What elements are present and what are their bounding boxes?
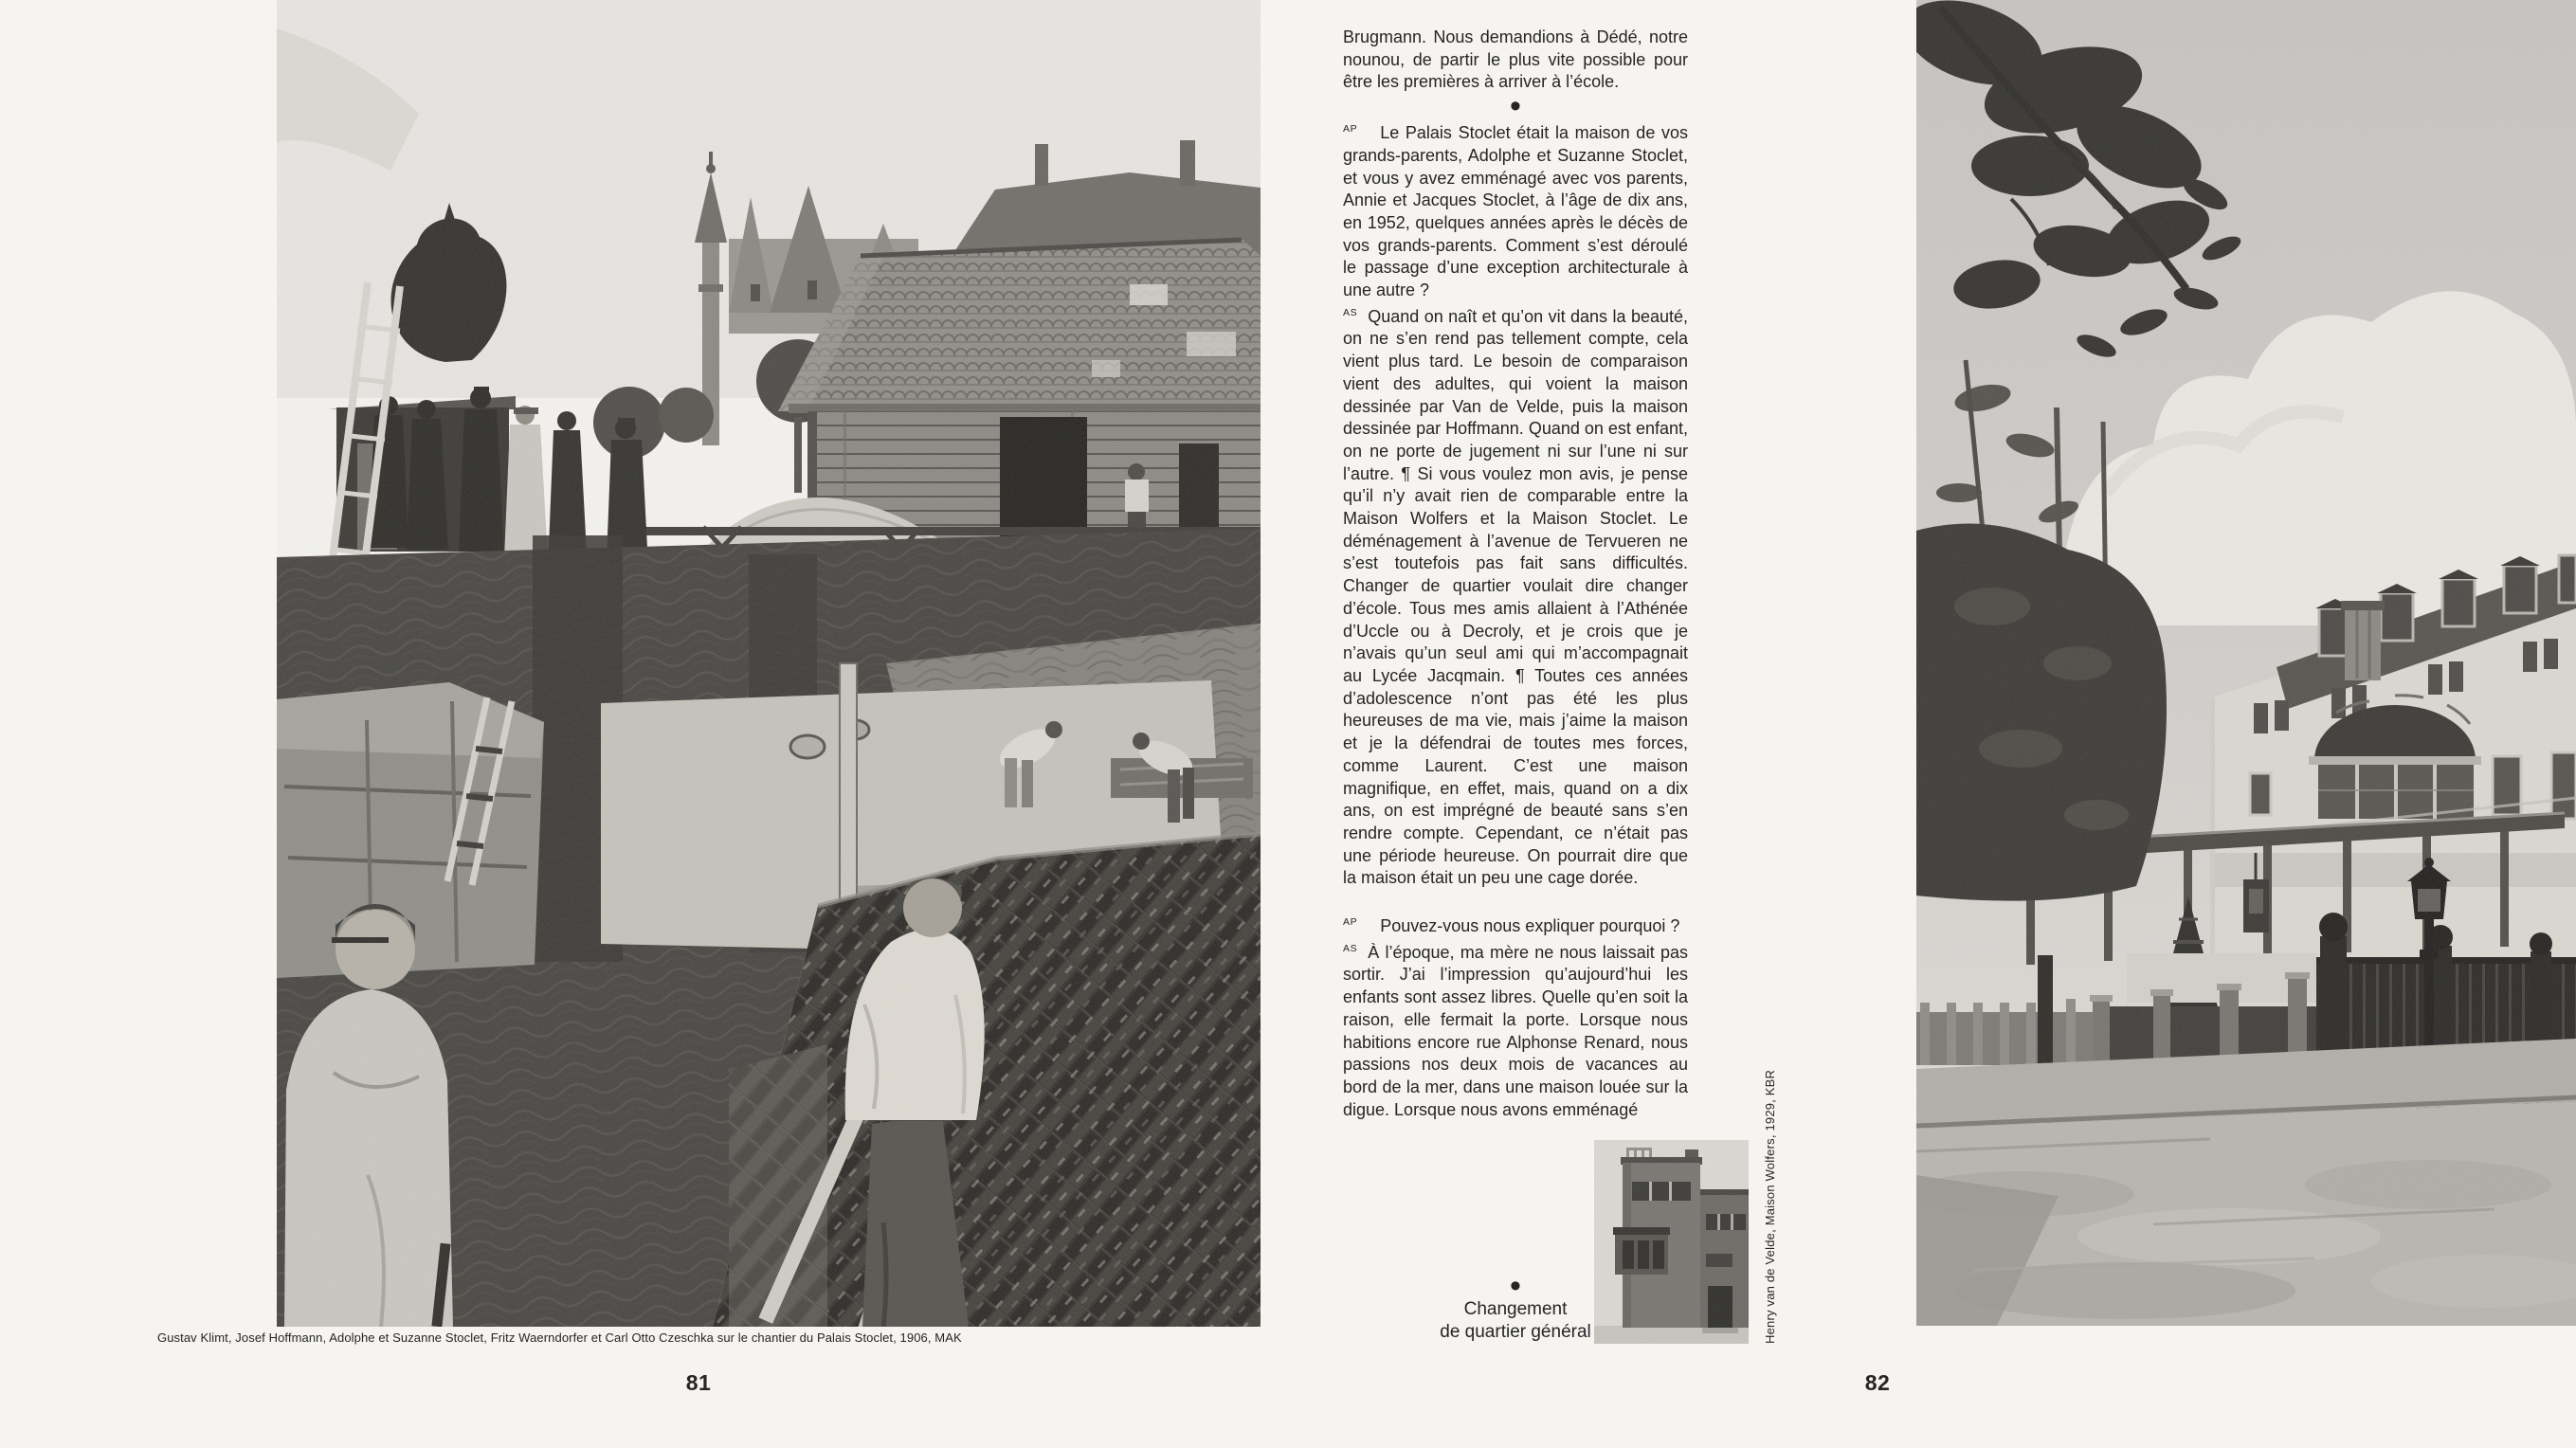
answer-1-text: Quand on naît et qu’on vit dans la beauté, on ne s’en rend pas tellement compte, cela vient plus tard. Le besoin de comparaison vient des adultes, qui voient la maison dessinée par Van de Velde, puis la maison dessinée par Hoffmann. Quand on est enfant, on ne porte de jugement ni sur l’une ni sur l’autre. ¶ Si vous voulez mon avis, je pense qu’il n’y avait rien de comparable entre la Maison Wolfers et la Maison Stoclet. Le déménagement à l’avenue de Tervueren ne s’est toutefois pas fait sans difficultés. Changer de quartier voulait dire changer d’école. Tous mes amis allaient à l’Athénée d’Uccle ou à Decroly, et je crois que je n’avais qu’un seul ami qui m’accompagnait au Lycée Jacqmain. ¶ Toutes ces années d’adolescence n’ont pas été les plus heureuses de ma vie, mais j’aime la maison et je la défendrai de toutes mes forces, comme Laurent. C’est une maison magnifique, en effet, mais, quand on a dix ans, on est imprégné de beauté sans s’en rendre compte. Cependant, ce n’était pas une période heureuse. On pourrait dire que la maison était un peu une cage dorée. [1343,306,1688,888]
section-marker-line-1: Changement [1463,1299,1568,1319]
speaker-label: AP [1343,916,1358,929]
page-number-right: 82 [1864,1370,1891,1395]
article-column [1343,27,1688,1121]
maison-wolfers-illustration [1594,1140,1749,1344]
section-marker-line-2: de quartier général [1440,1322,1591,1342]
palais-stoclet-illustration [1916,0,2576,1326]
construction-site-photo [277,0,1261,1327]
answer-2-text: À l’époque, ma mère ne nous laissait pas sortir. J’ai l’impression qu’aujourd’hui les enfants sont assez libres. Quelle qu’en soit la raison, elle fermait la porte. Lorsque nous habitions encore rue Alphonse Renard, nous passions nos deux mois de vacances au bord de la mer, dans une maison louée sur la digue. Lorsque nous avons emménagé [1343,942,1688,1119]
answer-2 [1343,938,1688,1122]
palais-stoclet-photo [1916,0,2576,1326]
section-marker-bullet: • [1510,1268,1521,1304]
maison-wolfers-photo [1594,1140,1749,1344]
inset-photo-caption: Henry van de Velde, Maison Wolfers, 1929, KBR [1763,1069,1777,1344]
speaker-label: AP [1343,123,1358,136]
question-1 [1343,118,1688,302]
question-2 [1343,912,1688,938]
question-1-text: Le Palais Stoclet était la maison de vos grands-parents, Adolphe et Suzanne Stoclet, et vous y avez emménagé avec vos parents, Annie et Jacques Stoclet, à l’âge de dix ans, en 1952, quelques années après le décès de vos grands-parents. Comment s’est déroulé le passage d’une exception architecturale à une autre ? [1343,123,1688,300]
construction-site-illustration [277,0,1261,1327]
answer-1 [1343,302,1688,890]
speaker-label: AS [1343,306,1358,318]
left-photo-caption: Gustav Klimt, Josef Hoffmann, Adolphe et Suzanne Stoclet, Fritz Waerndorfer et Carl Otto Czeschka sur le chantier du Palais Stoclet, 1906, MAK [157,1330,962,1345]
speaker-label: AS [1343,942,1358,954]
intro-paragraph: Brugmann. Nous demandions à Dédé, notre nounou, de partir le plus vite possible pour être les premières à arriver à l’école. [1343,27,1688,92]
section-bullet: • [1510,88,1521,125]
question-2-text: Pouvez-vous nous expliquer pourquoi ? [1380,916,1680,936]
page-number-left: 81 [685,1370,712,1395]
